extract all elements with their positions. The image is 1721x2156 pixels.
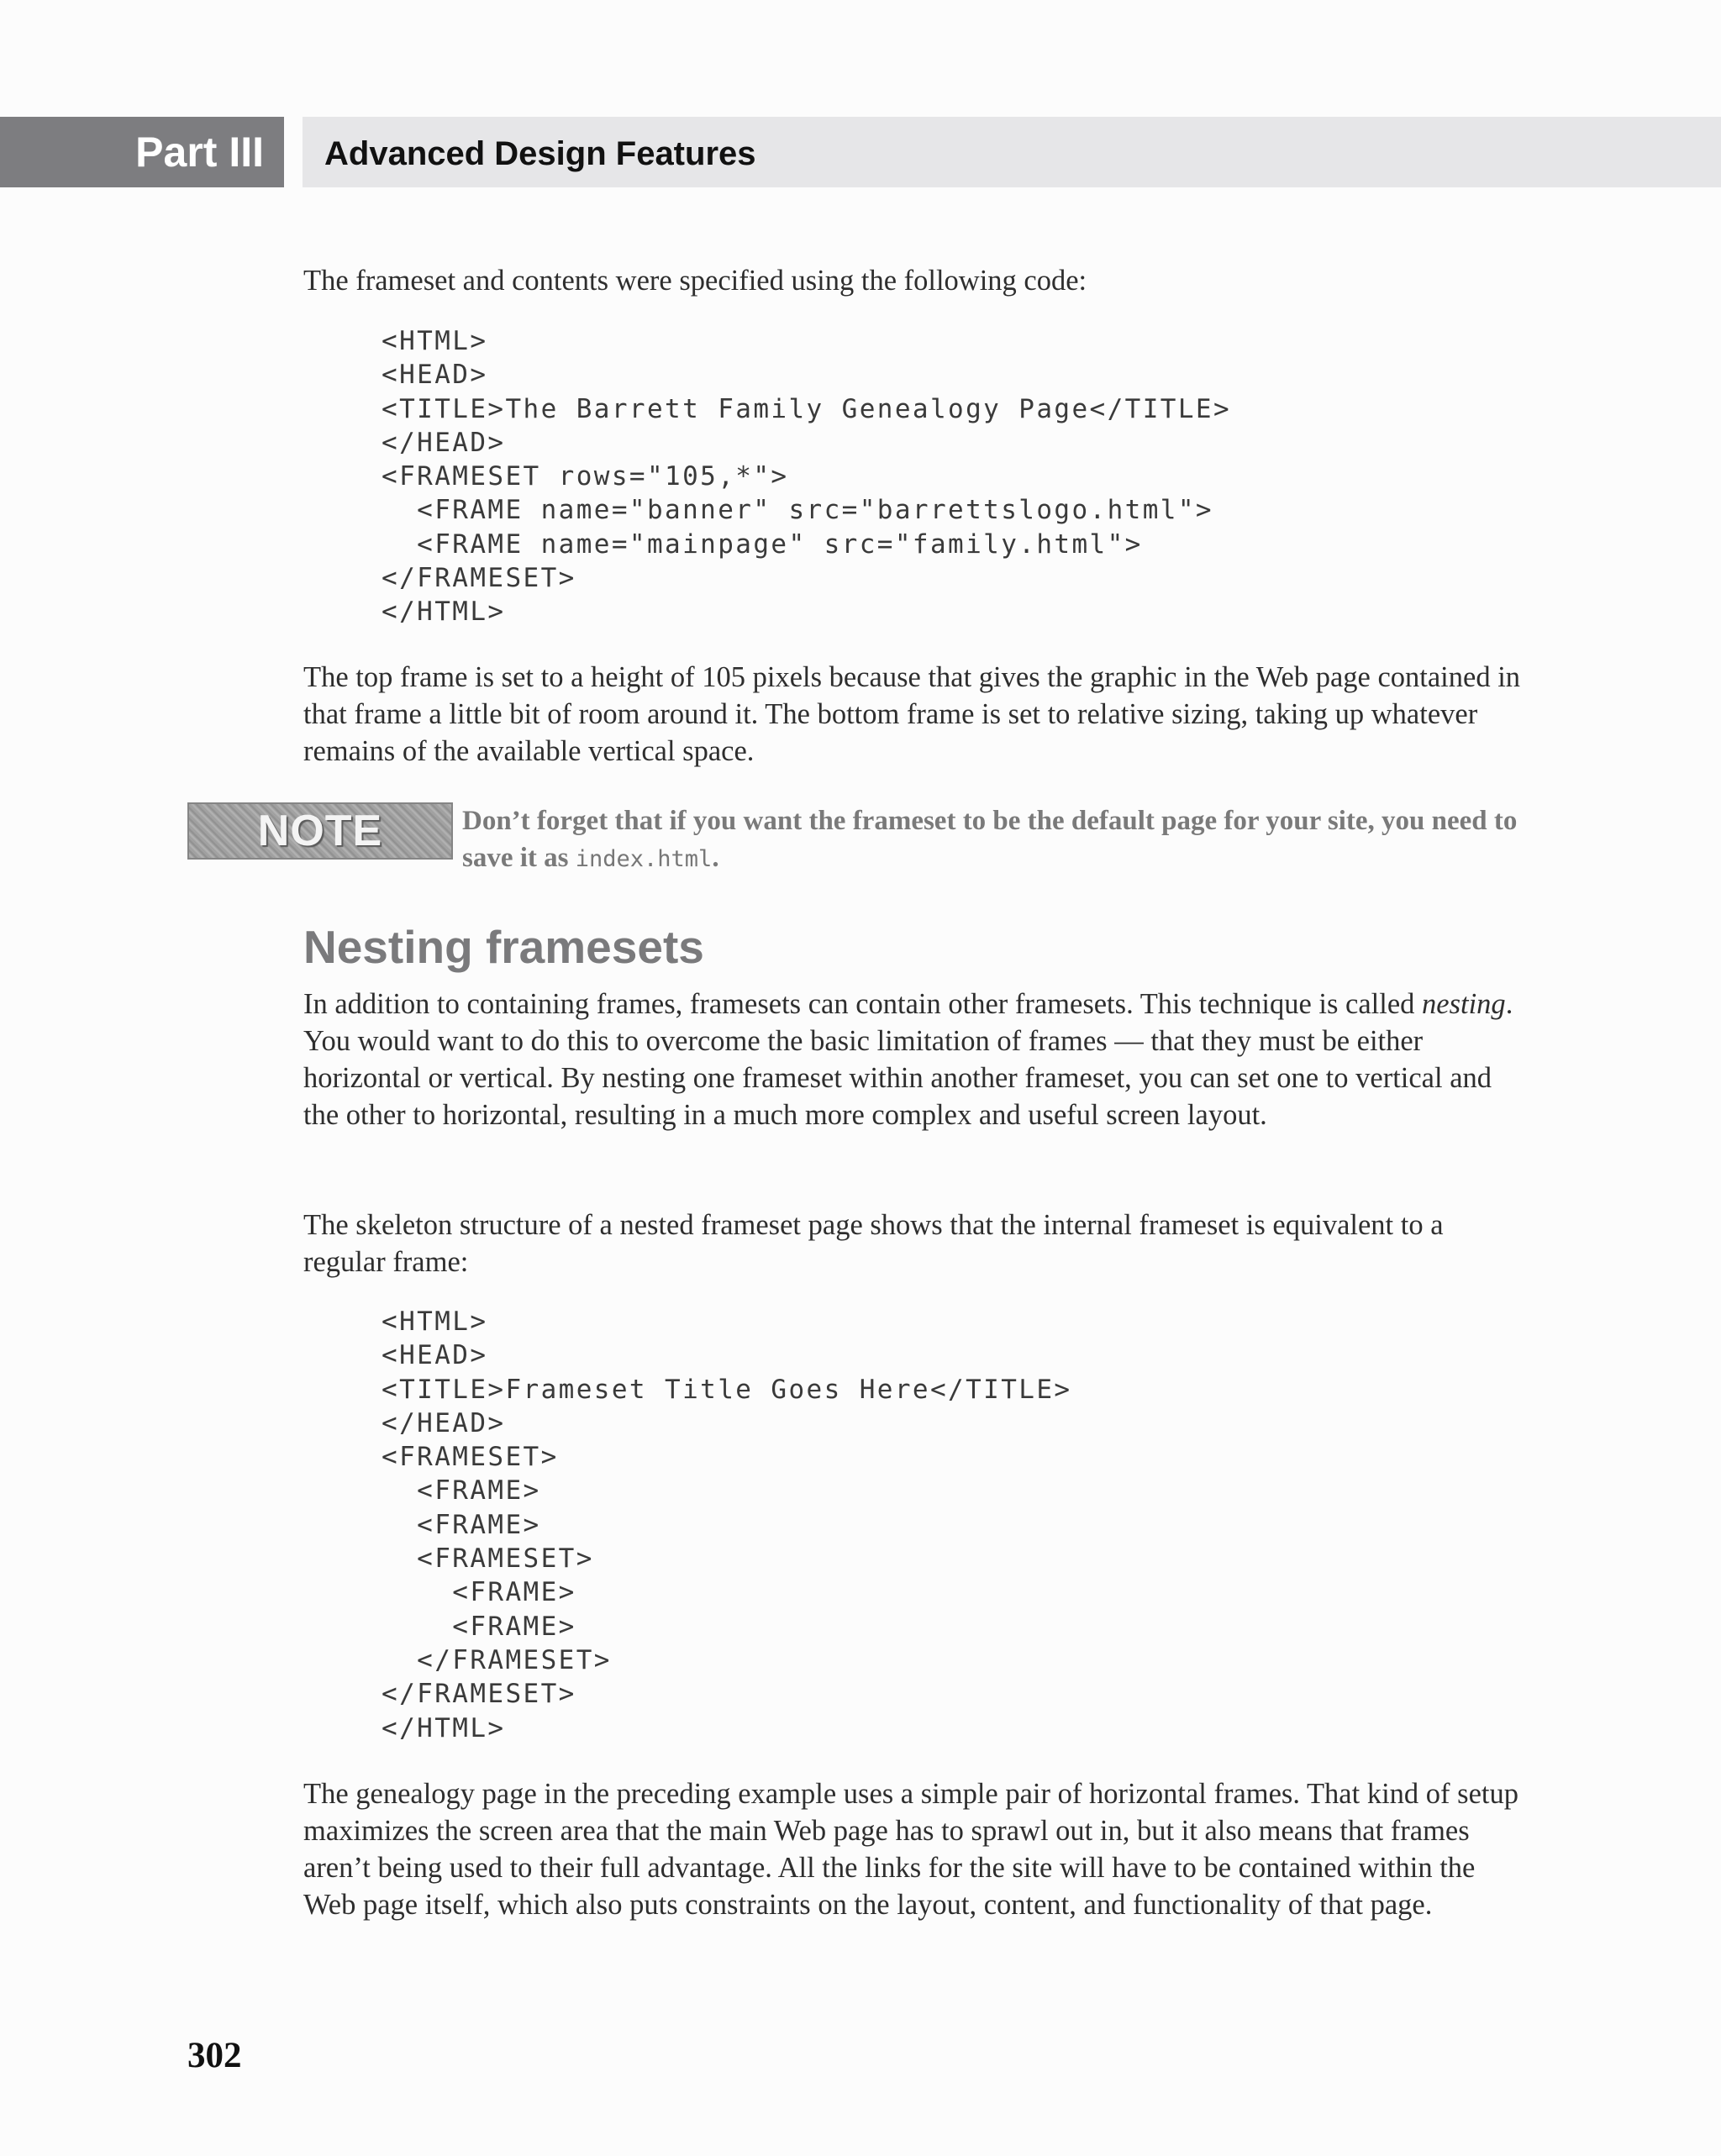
genealogy-paragraph: The genealogy page in the preceding example uses a simple pair of horizontal frames. That kind of setup maximizes the screen area that the main Web page has to sprawl out in, but it also means that frames aren’t being used to their full advantage. All the links for the site will have to be contained within the Web page itself, which also puts constraints on the layout, content, and functionality of that page. bbox=[303, 1778, 1518, 1921]
intro-paragraph: The frameset and contents were specified using the following code: bbox=[303, 265, 1087, 297]
chapter-title: Advanced Design Features bbox=[303, 117, 1721, 187]
note-badge: NOTE bbox=[187, 802, 453, 860]
nesting-paragraph bbox=[303, 986, 1524, 1133]
section-heading: Nesting framesets bbox=[303, 921, 704, 973]
note-text-main: Don’t forget that if you want the frameset to be the default page for your site, you need to save it as bbox=[462, 806, 1518, 873]
code-listing-frameset: <HTML> <HEAD> <TITLE>The Barrett Family Genealogy Page</TITLE> </HEAD> <FRAMESET rows="105,*"> <FRAME name="banner" src="barrettslogo.html"> <FRAME name="mainpage" src="family.html"> </FRAMESET> </HTML> bbox=[382, 326, 1232, 628]
nesting-term: nesting bbox=[1422, 988, 1506, 1020]
nesting-paragraph-end: . You would want to do this to overcome the basic limitation of frames — that they must be either horizontal or vertical. By nesting one frameset within another frameset, you can set one to vertical and the other to horizontal, resulting in a much more complex and useful screen layout. bbox=[303, 988, 1513, 1131]
page-number: 302 bbox=[187, 2036, 242, 2075]
skeleton-paragraph: The skeleton structure of a nested frameset page shows that the internal frameset is equivalent to a regular frame: bbox=[303, 1209, 1444, 1278]
frame-sizing-paragraph: The top frame is set to a height of 105 pixels because that gives the graphic in the Web page contained in that frame a little bit of room around it. The bottom frame is set to relative sizing, taking up whatever remains of the available vertical space. bbox=[303, 661, 1521, 767]
note-text-end: . bbox=[712, 843, 719, 873]
note-text bbox=[462, 802, 1525, 878]
nesting-paragraph-start: In addition to containing frames, framesets can contain other framesets. This technique is called bbox=[303, 988, 1423, 1020]
code-listing-nested: <HTML> <HEAD> <TITLE>Frameset Title Goes Here</TITLE> </HEAD> <FRAMESET> <FRAME> <FRAME> <FRAMESET> <FRAME> <FRAME> </FRAMESET> </FRAMESET> </HTML> bbox=[382, 1307, 1072, 1743]
note-inline-code: index.html bbox=[575, 846, 713, 872]
part-label: Part III bbox=[0, 117, 284, 187]
